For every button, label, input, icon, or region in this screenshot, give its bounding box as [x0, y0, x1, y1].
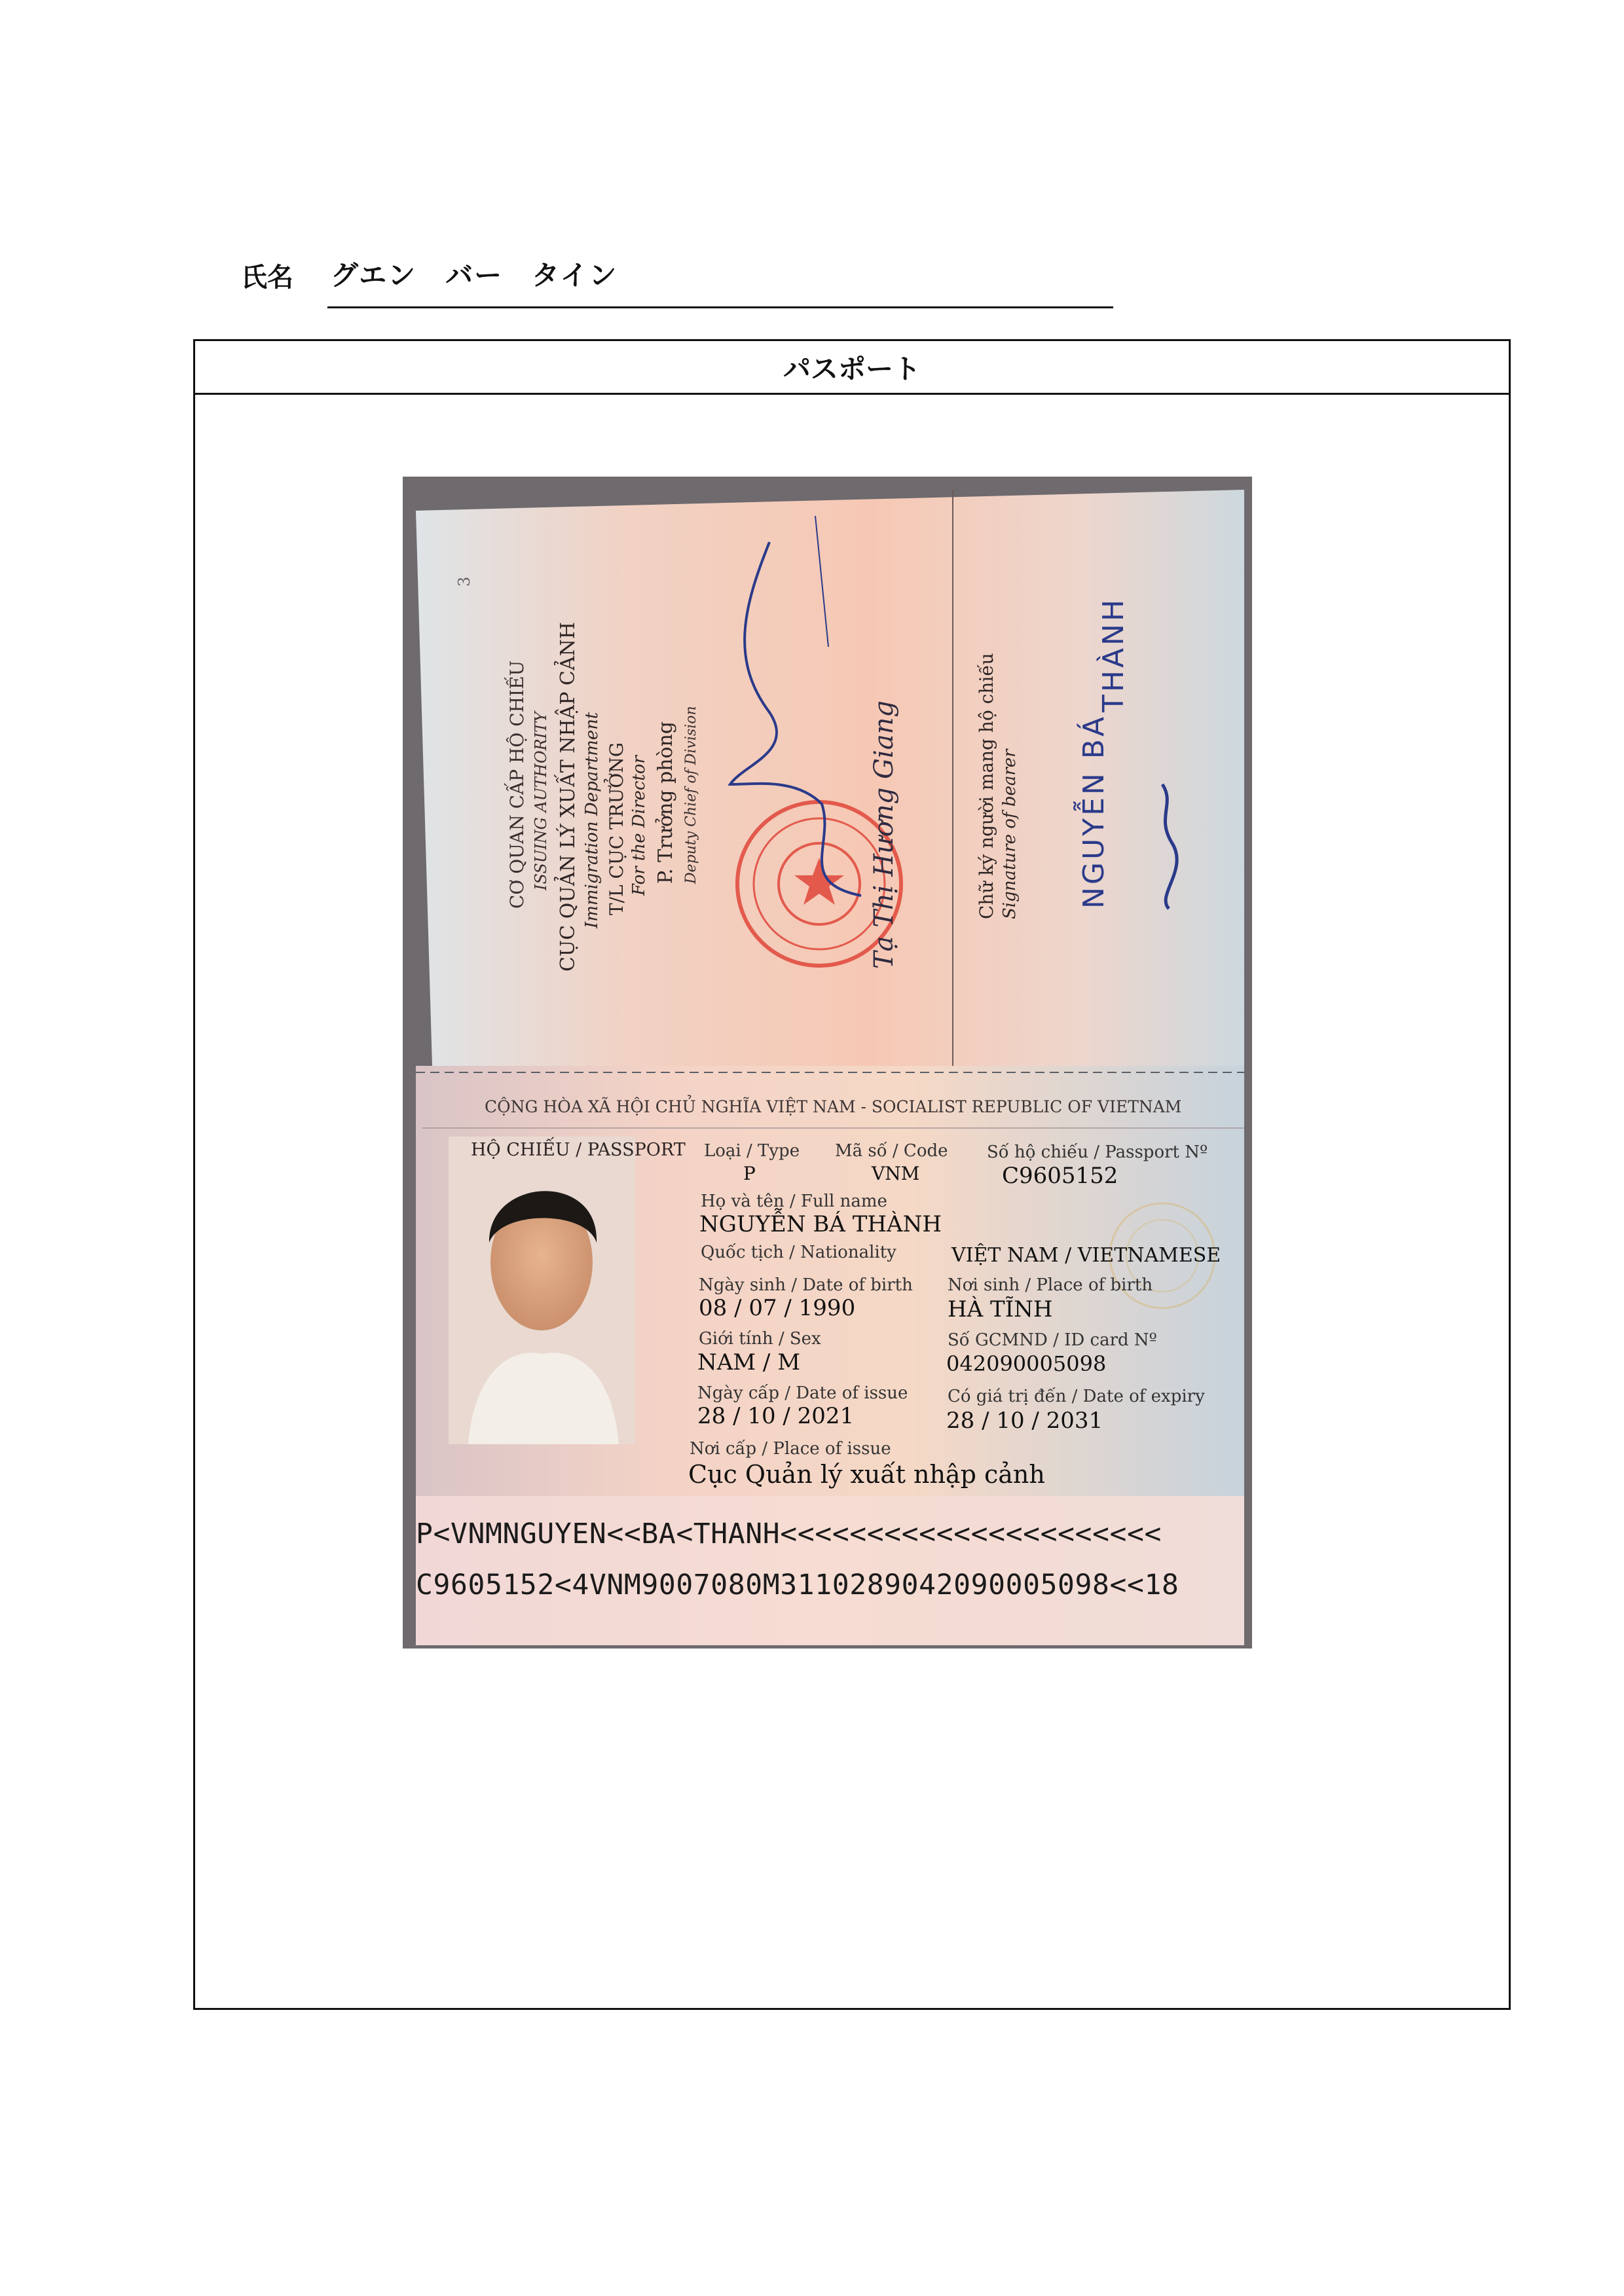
handwritten-name-given: THÀNH	[1097, 596, 1130, 712]
name-value: グエン バー タイン	[331, 259, 618, 291]
name-label: 氏名	[241, 262, 293, 293]
name-underline	[327, 306, 1113, 308]
expiry-date-value: 28 / 10 / 2031	[946, 1408, 1103, 1434]
department-vn: CỤC QUẢN LÝ XUẤT NHẬP CẢNH	[557, 621, 580, 972]
fullname-label: Họ và tên / Full name	[701, 1192, 887, 1211]
handwritten-name-family: NGUYỄN BÁ	[1077, 714, 1111, 909]
passport-number-label: Số hộ chiếu / Passport Nº	[987, 1142, 1208, 1162]
pob-value: HÀ TĨNH	[948, 1296, 1053, 1322]
director-vn: T/L CỤC TRƯỞNG	[606, 742, 627, 915]
id-label: Số GCMND / ID card Nº	[948, 1330, 1157, 1350]
box-title: パスポート	[195, 341, 1509, 395]
department-en: Immigration Department	[582, 712, 602, 928]
republic-line: CỘNG HÒA XÃ HỘI CHỦ NGHĨA VIỆT NAM - SOCIALIST REPUBLIC OF VIETNAM	[485, 1097, 1182, 1116]
pob-label: Nơi sinh / Place of birth	[948, 1275, 1153, 1295]
deputy-vn: P. Trưởng phòng	[654, 721, 677, 884]
mrz-line-2: C9605152<4VNM9007080M3110289042090005098<<18	[416, 1569, 1179, 1601]
expiry-date-label: Có giá trị đến / Date of expiry	[948, 1387, 1205, 1406]
bearer-signature-label-en: Signature of bearer	[1000, 749, 1020, 919]
fullname-value: NGUYỄN BÁ THÀNH	[699, 1211, 942, 1237]
passport-number-value: C9605152	[1002, 1163, 1118, 1189]
dob-label: Ngày sinh / Date of birth	[699, 1275, 913, 1295]
nationality-value: VIỆT NAM / VIETNAMESE	[951, 1244, 1221, 1267]
place-of-issue-label: Nơi cấp / Place of issue	[690, 1439, 891, 1459]
type-label: Loại / Type	[704, 1141, 800, 1161]
official-name: Tạ Thị Hương Giang	[869, 701, 899, 969]
mrz-line-1: P<VNMNGUYEN<<BA<THANH<<<<<<<<<<<<<<<<<<<<<<	[416, 1518, 1162, 1550]
issue-date-label: Ngày cấp / Date of issue	[697, 1383, 908, 1403]
nationality-label: Quốc tịch / Nationality	[701, 1243, 896, 1262]
place-of-issue-value: Cục Quản lý xuất nhập cảnh	[688, 1460, 1045, 1489]
id-value: 042090005098	[946, 1351, 1107, 1376]
page-number: 3	[455, 576, 473, 587]
type-value: P	[743, 1163, 756, 1184]
issue-date-value: 28 / 10 / 2021	[697, 1403, 855, 1429]
director-en: For the Director	[629, 756, 649, 896]
sex-label: Giới tính / Sex	[699, 1329, 821, 1349]
authority-vn: CƠ QUAN CẤP HỘ CHIẾU	[506, 660, 528, 909]
passport-scan	[403, 477, 1252, 1649]
doc-label: HỘ CHIẾU / PASSPORT	[471, 1140, 686, 1160]
code-label: Mã số / Code	[835, 1141, 948, 1161]
dob-value: 08 / 07 / 1990	[699, 1295, 856, 1321]
sex-value: NAM / M	[697, 1349, 801, 1376]
deputy-en: Deputy Chief of Division	[683, 706, 699, 884]
code-value: VNM	[872, 1163, 920, 1184]
authority-en: ISSUING AUTHORITY	[532, 711, 550, 890]
bearer-signature-label-vn: Chữ ký người mang hộ chiếu	[976, 653, 997, 919]
